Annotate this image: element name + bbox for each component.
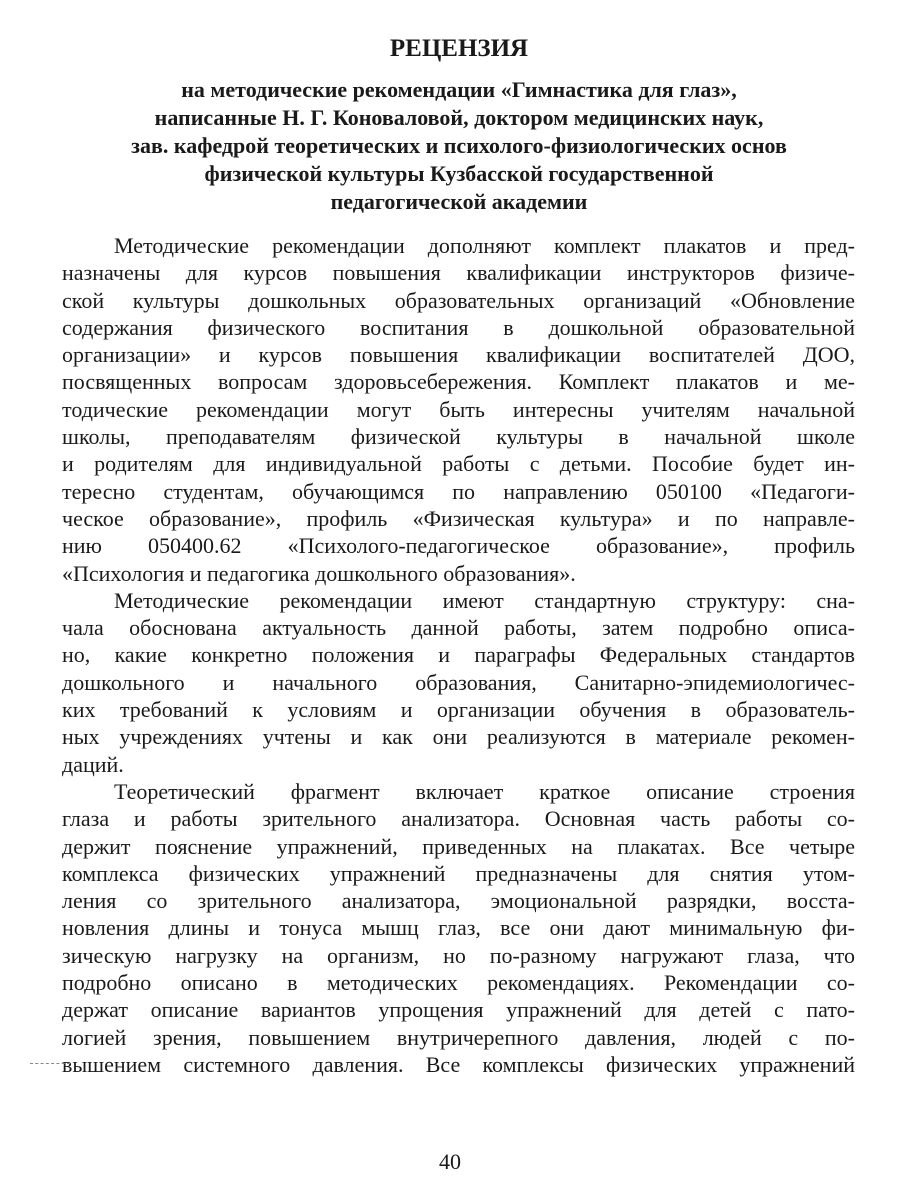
subtitle-line: зав. кафедрой теоретических и психолого-физиологических основ <box>131 133 787 158</box>
paragraph-1 <box>62 232 855 587</box>
paragraph-3 <box>62 778 855 1078</box>
page-number: 40 <box>439 1149 461 1174</box>
text-line: комплекса физических упражнений предназначены для снятия утом- <box>62 860 855 886</box>
subtitle-line: написанные Н. Г. Коноваловой, доктором медицинских наук, <box>154 105 764 130</box>
text-line: «Психология и педагогика дошкольного образования». <box>62 560 576 586</box>
text-line: организации» и курсов повышения квалификации воспитателей ДОО, <box>62 342 855 368</box>
text-line: Методические рекомендации дополняют комплект плакатов и пред- <box>114 233 855 258</box>
text-line: ления со зрительного анализатора, эмоциональной разрядки, восста- <box>62 888 855 914</box>
document-subtitle <box>40 76 878 216</box>
text-line: держит пояснение упражнений, приведенных на плакатах. Все четыре <box>62 833 855 859</box>
text-line: ких требований к условиям и организации обучения в образователь- <box>62 697 855 723</box>
text-line: Теоретический фрагмент включает краткое описание строения <box>114 778 855 804</box>
text-line: глаза и работы зрительного анализатора. Основная часть работы со- <box>62 806 855 832</box>
paragraph-2 <box>62 587 855 778</box>
scan-artifact <box>30 1063 70 1066</box>
text-line: чала обоснована актуальность данной работы, затем подробно описа- <box>62 615 855 641</box>
text-line: дошкольного и начального образования, Санитарно-эпидемиологичес- <box>62 669 855 695</box>
text-line: содержания физического воспитания в дошкольной образовательной <box>62 314 855 340</box>
text-line: подробно описано в методических рекомендациях. Рекомендации со- <box>62 970 855 996</box>
text-line: вышением системного давления. Все комплексы физических упражнений <box>62 1051 855 1077</box>
text-line: нию 050400.62 «Психолого-педагогическое образование», профиль <box>62 533 855 559</box>
text-line: ных учреждениях учтены и как они реализуются в материале рекомен- <box>62 724 855 750</box>
text-line: зическую нагрузку на организм, но по-разному нагружают глаза, что <box>62 942 855 968</box>
document-body <box>62 232 855 1078</box>
text-line: тодические рекомендации могут быть интересны учителям начальной <box>62 396 855 422</box>
text-line: и родителям для индивидуальной работы с детьми. Пособие будет ин- <box>62 451 855 477</box>
text-line: посвященных вопросам здоровьсебережения. Комплект плакатов и ме- <box>62 369 855 395</box>
text-line: ческое образование», профиль «Физическая культура» и по направле- <box>62 505 855 531</box>
text-line: логией зрения, повышением внутричерепного давления, людей с по- <box>62 1024 855 1050</box>
text-line: даций. <box>62 751 124 777</box>
subtitle-line: физической культуры Кузбасской государственной <box>204 161 714 186</box>
text-line: школы, преподавателям физической культуры в начальной школе <box>62 424 855 450</box>
text-line: Методические рекомендации имеют стандартную структуру: сна- <box>114 587 855 613</box>
text-line: ской культуры дошкольных образовательных организаций «Обновление <box>62 287 855 313</box>
subtitle-line: на методические рекомендации «Гимнастика для глаз», <box>181 77 737 102</box>
text-line: тересно студентам, обучающимся по направлению 050100 «Педагоги- <box>62 478 855 504</box>
subtitle-line: педагогической академии <box>330 189 588 214</box>
text-line: но, какие конкретно положения и параграфы Федеральных стандартов <box>62 642 855 668</box>
text-line: новления длины и тонуса мышц глаз, все они дают минимальную фи- <box>62 915 855 941</box>
text-line: назначены для курсов повышения квалификации инструкторов физиче- <box>62 260 855 286</box>
document-title: РЕЦЕНЗИЯ <box>389 35 529 62</box>
text-line: держат описание вариантов упрощения упражнений для детей с пато- <box>62 997 855 1023</box>
